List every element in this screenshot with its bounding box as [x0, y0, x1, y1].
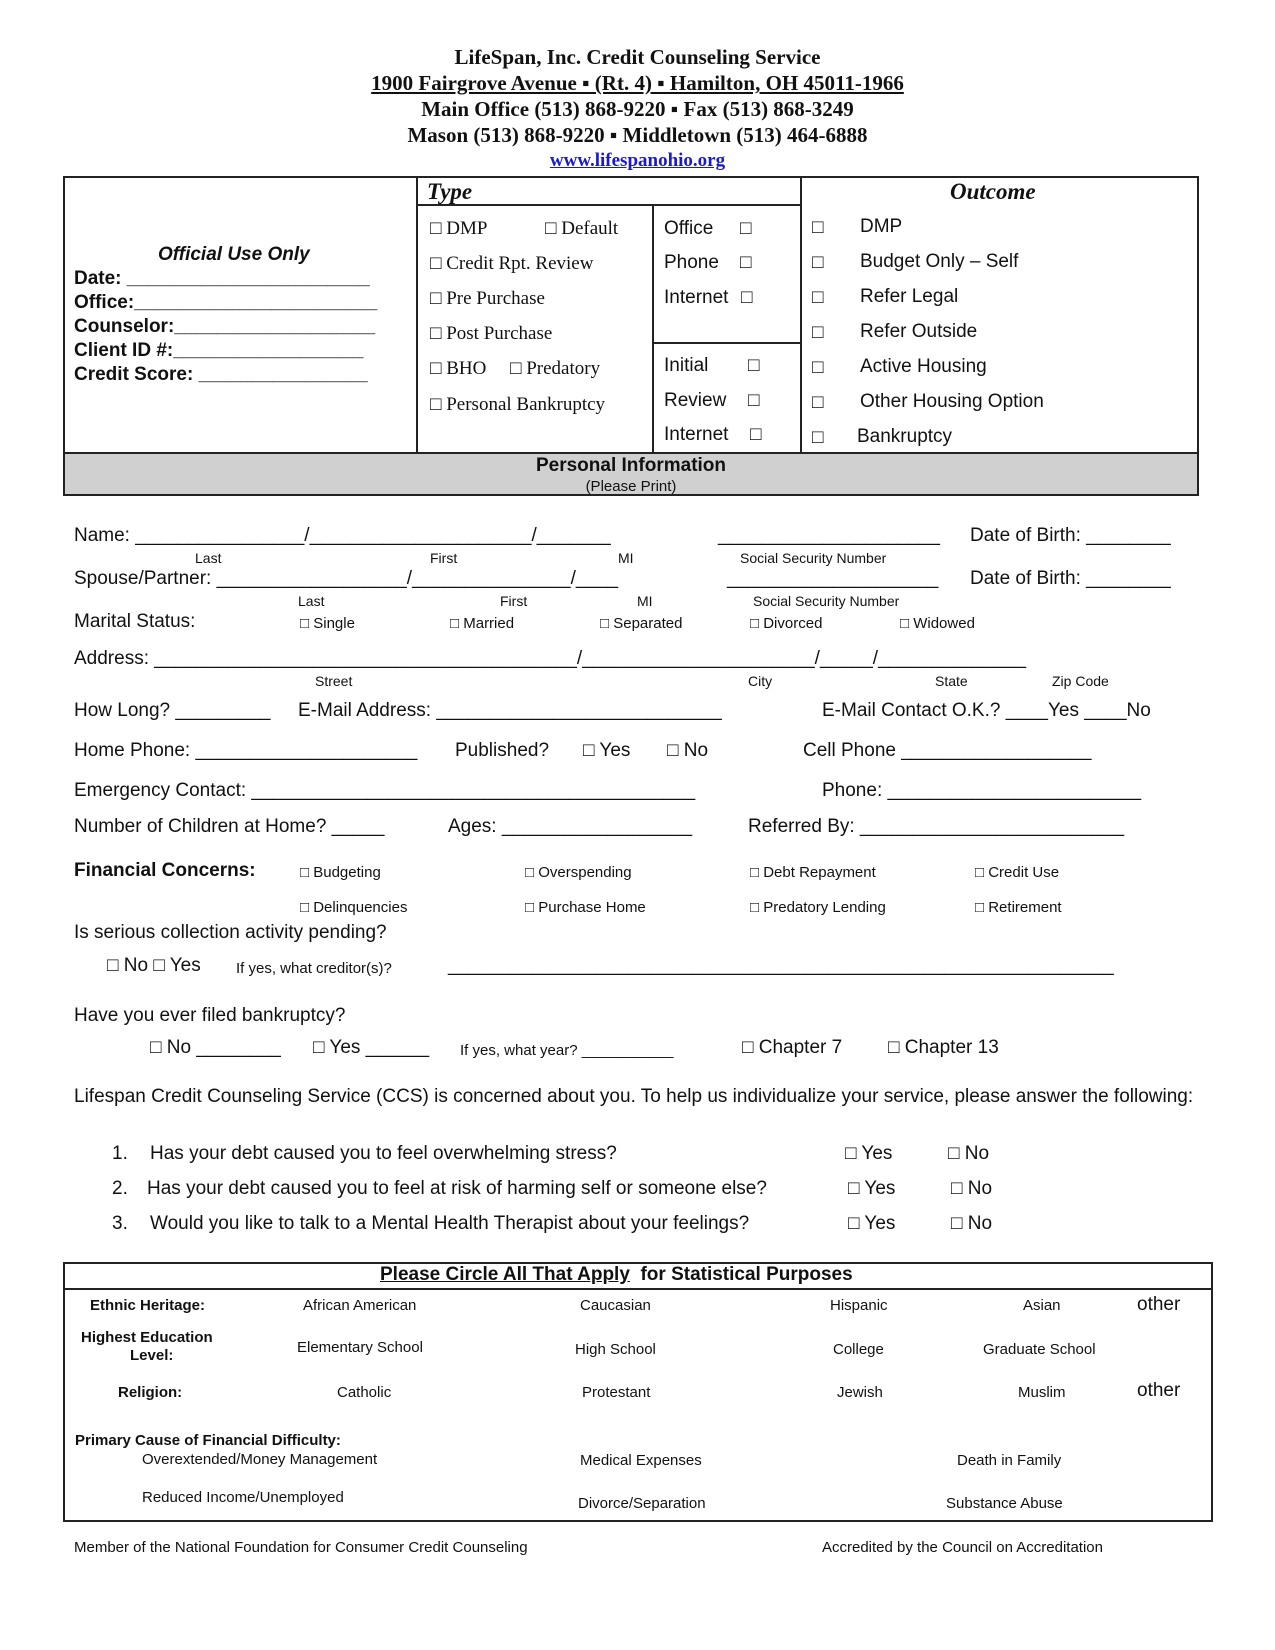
type-predatory-checkbox[interactable]: □ Predatory: [510, 358, 601, 379]
org-name: LifeSpan, Inc. Credit Counseling Service: [454, 45, 821, 69]
marital-widowed-checkbox[interactable]: □ Widowed: [900, 615, 975, 632]
email-field[interactable]: E-Mail Address: ___________________________: [298, 700, 722, 721]
religion-label: Religion:: [118, 1384, 183, 1401]
cause-reduced-income[interactable]: Reduced Income/Unemployed: [142, 1489, 344, 1506]
stage-initial-label: Initial: [664, 355, 709, 376]
outcome-active-housing-checkbox[interactable]: □: [812, 357, 824, 378]
concern-predatory-lending-checkbox[interactable]: □ Predatory Lending: [750, 899, 886, 916]
religion-jewish[interactable]: Jewish: [837, 1384, 883, 1401]
ethnic-caucasian[interactable]: Caucasian: [580, 1297, 651, 1314]
address-state-caption: State: [935, 673, 968, 689]
outcome-dmp-checkbox[interactable]: □: [812, 217, 824, 238]
address-zip-caption: Zip Code: [1052, 673, 1109, 689]
published-no-checkbox[interactable]: □ No: [667, 740, 709, 761]
published-label: Published?: [455, 740, 550, 761]
published-yes-checkbox[interactable]: □ Yes: [583, 740, 631, 761]
type-credit-report-checkbox[interactable]: □ Credit Rpt. Review: [430, 253, 594, 274]
question-2-yes-checkbox[interactable]: □ Yes: [848, 1178, 896, 1199]
cause-medical[interactable]: Medical Expenses: [580, 1452, 702, 1469]
edu-elementary[interactable]: Elementary School: [297, 1339, 423, 1356]
channel-internet-label: Internet: [664, 287, 729, 308]
channel-office-label: Office: [664, 218, 714, 239]
chapter-13-checkbox[interactable]: □ Chapter 13: [888, 1037, 999, 1058]
question-2-text: Has your debt caused you to feel at risk of harming self or someone else?: [147, 1178, 767, 1199]
ethnic-heritage-label: Ethnic Heritage:: [90, 1297, 206, 1314]
channel-phone-label: Phone: [664, 252, 719, 273]
concern-retirement-checkbox[interactable]: □ Retirement: [975, 899, 1062, 916]
name-mi-caption: MI: [618, 550, 634, 566]
cause-label: Primary Cause of Financial Difficulty:: [75, 1432, 341, 1449]
outcome-refer-outside-checkbox[interactable]: □: [812, 322, 824, 343]
outcome-dmp-label: DMP: [860, 216, 903, 237]
branch-phones: Mason (513) 868-9220 ▪ Middletown (513) 464-6888: [407, 123, 868, 147]
outcome-title: Outcome: [950, 179, 1036, 204]
emergency-phone-field[interactable]: Phone: ________________________: [822, 780, 1142, 801]
type-bho-checkbox[interactable]: □ BHO: [430, 358, 487, 379]
type-pre-purchase-checkbox[interactable]: □ Pre Purchase: [430, 288, 545, 309]
cause-substance-abuse[interactable]: Substance Abuse: [946, 1495, 1063, 1512]
question-3-number: 3.: [112, 1213, 128, 1234]
outcome-bankruptcy-label: Bankruptcy: [857, 426, 953, 447]
referred-by-field[interactable]: Referred By: _________________________: [748, 816, 1125, 837]
address-street-caption: Street: [315, 673, 353, 689]
official-use-title: Official Use Only: [158, 244, 310, 265]
statistics-title-underlined: Please Circle All That Apply: [380, 1264, 630, 1285]
personal-info-subtitle: (Please Print): [585, 478, 677, 495]
outcome-other-housing-label: Other Housing Option: [860, 391, 1044, 412]
client-id-field[interactable]: Client ID #:__________________: [74, 340, 364, 361]
outcome-budget-checkbox[interactable]: □: [812, 252, 824, 273]
ages-field[interactable]: Ages: __________________: [448, 816, 693, 837]
collection-creditor-field[interactable]: _______________________________________________________________: [448, 955, 1114, 976]
concern-debt-repayment-checkbox[interactable]: □ Debt Repayment: [750, 864, 876, 881]
outcome-refer-outside-label: Refer Outside: [860, 321, 978, 342]
religion-muslim[interactable]: Muslim: [1018, 1384, 1066, 1401]
spouse-ssn-field[interactable]: ____________________: [727, 568, 939, 589]
personal-info-title: Personal Information: [535, 455, 727, 476]
outcome-bankruptcy-checkbox[interactable]: □: [812, 427, 824, 448]
dob-field[interactable]: Date of Birth: ________: [970, 525, 1171, 546]
stage-review-label: Review: [664, 390, 727, 411]
credit-score-field[interactable]: Credit Score: ________________: [74, 364, 368, 385]
bankruptcy-yes-checkbox[interactable]: □ Yes ______: [313, 1037, 430, 1058]
marital-married-checkbox[interactable]: □ Married: [450, 615, 515, 632]
type-post-purchase-checkbox[interactable]: □ Post Purchase: [430, 323, 553, 344]
address-field[interactable]: Address: ________________________________________/______________________/_____/______________: [74, 648, 1027, 669]
bankruptcy-year-field[interactable]: If yes, what year? ___________: [460, 1042, 674, 1059]
footer-accreditation: Accredited by the Council on Accreditation: [822, 1539, 1103, 1556]
bankruptcy-no-checkbox[interactable]: □ No ________: [150, 1037, 281, 1058]
date-field[interactable]: Date: _______________________: [74, 268, 370, 289]
spouse-ssn-caption: Social Security Number: [753, 593, 900, 609]
concern-purchase-home-checkbox[interactable]: □ Purchase Home: [525, 899, 646, 916]
concern-budgeting-checkbox[interactable]: □ Budgeting: [300, 864, 381, 881]
edu-graduate[interactable]: Graduate School: [983, 1341, 1096, 1358]
education-label-line-2: Level:: [130, 1347, 174, 1364]
edu-high-school[interactable]: High School: [575, 1341, 656, 1358]
marital-separated-checkbox[interactable]: □ Separated: [600, 615, 683, 632]
religion-protestant[interactable]: Protestant: [582, 1384, 651, 1401]
cause-overextended[interactable]: Overextended/Money Management: [142, 1451, 378, 1468]
marital-status-label: Marital Status:: [74, 611, 196, 632]
type-default-checkbox[interactable]: □ Default: [545, 218, 619, 239]
name-last-caption: Last: [195, 550, 222, 566]
website-link[interactable]: www.lifespanohio.org: [549, 150, 726, 171]
education-label-line-1: Highest Education: [81, 1329, 213, 1346]
outcome-budget-label: Budget Only – Self: [860, 251, 1019, 272]
home-phone-field[interactable]: Home Phone: _____________________: [74, 740, 418, 761]
financial-concerns-label: Financial Concerns:: [74, 860, 256, 881]
spouse-mi-caption: MI: [637, 593, 653, 609]
type-personal-bankruptcy-checkbox[interactable]: □ Personal Bankruptcy: [430, 394, 606, 415]
marital-single-checkbox[interactable]: □ Single: [300, 615, 355, 632]
outcome-active-housing-label: Active Housing: [860, 356, 987, 377]
cell-phone-field[interactable]: Cell Phone __________________: [803, 740, 1092, 761]
religion-other[interactable]: other: [1137, 1380, 1181, 1401]
bankruptcy-question: Have you ever filed bankruptcy?: [74, 1005, 346, 1026]
cause-death[interactable]: Death in Family: [957, 1452, 1062, 1469]
chapter-7-checkbox[interactable]: □ Chapter 7: [742, 1037, 843, 1058]
outcome-other-housing-checkbox[interactable]: □: [812, 392, 824, 413]
type-dmp-checkbox[interactable]: □ DMP: [430, 218, 488, 239]
main-office-phone: Main Office (513) 868-9220 ▪ Fax (513) 868-3249: [421, 97, 854, 121]
concern-delinquencies-checkbox[interactable]: □ Delinquencies: [300, 899, 408, 916]
ssn-caption: Social Security Number: [740, 550, 887, 566]
statistics-title: [380, 1264, 853, 1286]
ethnic-asian[interactable]: Asian: [1023, 1297, 1061, 1314]
spouse-last-caption: Last: [298, 593, 325, 609]
name-field[interactable]: Name: ________________/_____________________/_______: [74, 525, 611, 546]
collection-answer-checkboxes[interactable]: □ No □ Yes: [107, 955, 201, 976]
statistics-title-rest: for Statistical Purposes: [629, 1264, 853, 1285]
ethnic-african-american[interactable]: African American: [303, 1297, 417, 1314]
ssn-field[interactable]: _____________________: [718, 525, 940, 546]
stage-review-checkbox[interactable]: □: [748, 390, 760, 411]
children-field[interactable]: Number of Children at Home? _____: [74, 816, 385, 837]
spouse-field[interactable]: Spouse/Partner: __________________/_______________/____: [74, 568, 619, 589]
channel-internet-checkbox[interactable]: □: [741, 287, 753, 308]
question-3-text: Would you like to talk to a Mental Health Therapist about your feelings?: [150, 1213, 750, 1234]
footer-membership: Member of the National Foundation for Consumer Credit Counseling: [74, 1539, 528, 1556]
type-title: Type: [427, 179, 473, 204]
concern-credit-use-checkbox[interactable]: □ Credit Use: [975, 864, 1060, 881]
stage-initial-checkbox[interactable]: □: [748, 355, 760, 376]
question-3-no-checkbox[interactable]: □ No: [951, 1213, 993, 1234]
ethnic-other[interactable]: other: [1137, 1294, 1181, 1315]
collection-creditor-prompt: If yes, what creditor(s)?: [236, 960, 392, 977]
outcome-refer-legal-label: Refer Legal: [860, 286, 959, 307]
org-address: 1900 Fairgrove Avenue ▪ (Rt. 4) ▪ Hamilton, OH 45011-1966: [371, 71, 904, 95]
outcome-refer-legal-checkbox[interactable]: □: [812, 287, 824, 308]
concern-overspending-checkbox[interactable]: □ Overspending: [525, 864, 632, 881]
spouse-dob-field[interactable]: Date of Birth: ________: [970, 568, 1171, 589]
collection-question: Is serious collection activity pending?: [74, 922, 387, 943]
question-1-number: 1.: [112, 1143, 128, 1164]
emergency-contact-field[interactable]: Emergency Contact: __________________________________________: [74, 780, 696, 801]
counselor-field[interactable]: Counselor:___________________: [74, 316, 376, 337]
email-ok-field[interactable]: E-Mail Contact O.K.? ____Yes ____No: [822, 700, 1151, 721]
question-3-yes-checkbox[interactable]: □ Yes: [848, 1213, 896, 1234]
question-1-yes-checkbox[interactable]: □ Yes: [845, 1143, 893, 1164]
cause-divorce[interactable]: Divorce/Separation: [578, 1495, 706, 1512]
office-field[interactable]: Office:_______________________: [74, 292, 378, 313]
question-2-number: 2.: [112, 1178, 128, 1199]
ethnic-hispanic[interactable]: Hispanic: [830, 1297, 888, 1314]
channel-office-checkbox[interactable]: □: [740, 218, 752, 239]
question-2-no-checkbox[interactable]: □ No: [951, 1178, 993, 1199]
stage-internet-label: Internet: [664, 424, 729, 445]
marital-divorced-checkbox[interactable]: □ Divorced: [750, 615, 823, 632]
question-1-text: Has your debt caused you to feel overwhelming stress?: [150, 1143, 617, 1164]
question-1-no-checkbox[interactable]: □ No: [948, 1143, 990, 1164]
spouse-first-caption: First: [500, 593, 528, 609]
religion-catholic[interactable]: Catholic: [337, 1384, 392, 1401]
address-city-caption: City: [748, 673, 773, 689]
ccs-intro-text: Lifespan Credit Counseling Service (CCS) is concerned about you. To help us individualize your service, please answer the following:: [74, 1086, 1194, 1107]
how-long-field[interactable]: How Long? _________: [74, 700, 271, 721]
stage-internet-checkbox[interactable]: □: [750, 424, 762, 445]
channel-phone-checkbox[interactable]: □: [740, 252, 752, 273]
name-first-caption: First: [430, 550, 458, 566]
edu-college[interactable]: College: [833, 1341, 884, 1358]
